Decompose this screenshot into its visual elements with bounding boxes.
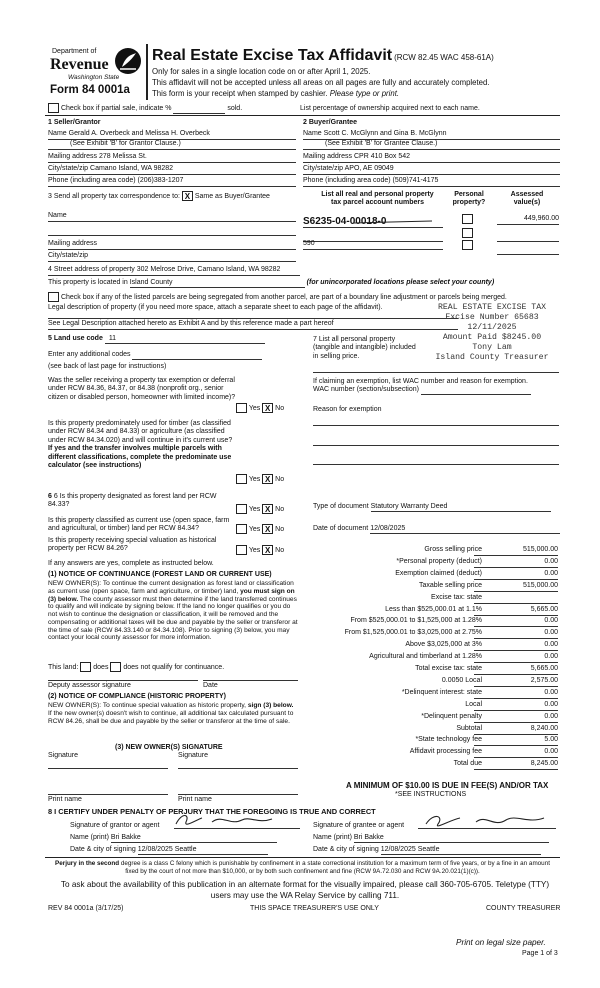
strikethrough-mark bbox=[354, 218, 434, 226]
assessed-value-2[interactable] bbox=[497, 232, 559, 242]
print-name-label-1: Print name bbox=[48, 796, 82, 803]
buyer-phone-field[interactable]: Phone (including area code) (509)741-4175 bbox=[303, 177, 560, 187]
seller-name-line2: (See Exhibit 'B' for Grantor Clause.) bbox=[48, 140, 296, 150]
notice-compliance-heading: (2) NOTICE OF COMPLIANCE (HISTORIC PROPERTY) bbox=[48, 693, 226, 700]
form-title: Real Estate Excise Tax Affidavit (RCW 82.45 WAC 458-61A) bbox=[152, 47, 494, 64]
tax-row-value[interactable]: 5,665.00 bbox=[474, 606, 558, 616]
tax-row-value[interactable]: 0.00 bbox=[474, 558, 558, 568]
logo-dept: Department of bbox=[52, 48, 97, 55]
wac-row: WAC number (section/subsection) bbox=[313, 386, 531, 395]
doc-type-field[interactable]: Statutory Warranty Deed bbox=[371, 503, 551, 512]
segregate-row: Check box if any of the listed parcels are being segregated from another parcel, are part of a boundary line adjustment or parcels being merged. bbox=[48, 292, 507, 302]
tax-row bbox=[305, 606, 560, 616]
tax-row bbox=[305, 677, 560, 687]
treasurer-stamp: REAL ESTATE EXCISE TAX Excise Number 65683 12/11/2025 Amount Paid $8245.00 Tony Lam Island County Treasurer bbox=[435, 303, 549, 362]
street-address-field[interactable]: 4 Street address of property 302 Melrose Drive, Camano Island, WA 98282 bbox=[48, 266, 300, 276]
list-percentage-note: List percentage of ownership acquired next to each name. bbox=[300, 105, 480, 112]
grantor-date-field[interactable]: 12/08/2025 Seattle bbox=[138, 846, 268, 855]
parcel-number-1[interactable]: S6235-04-00018-0 bbox=[303, 216, 443, 228]
tax-row-value[interactable]: 0.00 bbox=[474, 629, 558, 639]
exemption-question: Was the seller receiving a property tax exemption or deferral under RCW 84.36, 84.37, or 84.38 (nonprofit org., senior citizen or disabled person, homeowner with limited income)? bbox=[48, 377, 236, 401]
correspondence-name-field[interactable]: Name bbox=[48, 212, 296, 222]
reason-label: Reason for exemption bbox=[313, 406, 382, 413]
legal-description-label: Legal description of property (if you need more space, attach a separate sheet to each page of the affidavit). bbox=[48, 304, 383, 311]
tax-row-value[interactable]: 8,240.00 bbox=[474, 725, 558, 735]
see-instructions-note: *SEE INSTRUCTIONS bbox=[395, 791, 467, 798]
land-use-code-field[interactable]: 11 bbox=[105, 335, 265, 344]
grantee-signature bbox=[420, 810, 550, 832]
tax-row-label: Excise tax: state bbox=[431, 593, 482, 601]
tax-row bbox=[305, 629, 560, 639]
tax-row-label: Agricultural and timberland at 1.28% bbox=[369, 653, 482, 661]
tax-row bbox=[305, 558, 560, 568]
partial-sale-checkbox[interactable] bbox=[48, 103, 59, 113]
grantor-signature-label: Signature of grantor or agent bbox=[70, 822, 160, 829]
see-back-note: (see back of last page for instructions) bbox=[48, 363, 167, 370]
grantor-date-row: Date & city of signing 12/08/2025 Seattle bbox=[70, 846, 268, 855]
wac-field[interactable] bbox=[421, 386, 531, 395]
tax-row bbox=[305, 594, 560, 604]
grantee-name-row: Name (print) Bri Bakke bbox=[313, 834, 549, 843]
assessed-value-3[interactable] bbox=[497, 245, 559, 255]
buyer-name-field[interactable]: Name Scott C. McGlynn and Gina B. McGlynn bbox=[303, 130, 560, 140]
tax-row-value[interactable]: 0.00 bbox=[474, 570, 558, 580]
located-row: This property is located in Island County (for unincorporated locations please select your county) bbox=[48, 279, 494, 288]
current-use-question: Is this property classified as current use (open space, farm and agricultural, or timber) land per RCW 84.34? bbox=[48, 517, 230, 533]
forest-yes-checkbox[interactable] bbox=[236, 504, 247, 514]
tax-row bbox=[305, 689, 560, 699]
tax-row bbox=[305, 570, 560, 580]
send-correspondence-row: 3 Send all property tax correspondence to: X Same as Buyer/Grantee bbox=[48, 192, 270, 201]
correspondence-city-field[interactable]: City/state/zip bbox=[48, 252, 296, 262]
dor-logo-icon bbox=[114, 47, 142, 75]
forest-question: 6 6 Is this property designated as forest land per RCW 84.33? bbox=[48, 493, 217, 509]
personal-property-header: Personal property? bbox=[452, 191, 486, 207]
historic-question: Is this property receiving special valuation as historical property per RCW 84.26? bbox=[48, 537, 217, 553]
tax-row bbox=[305, 546, 560, 556]
reason-line-1[interactable] bbox=[313, 425, 559, 426]
seller-name-field[interactable]: Name Gerald A. Overbeck and Melissa H. Overbeck bbox=[48, 130, 296, 140]
perjury-note: Perjury in the second degree is a class C felony which is punishable by confinement in a state correctional institution for a maximum term of five years, or by a fine in an amount fixed by the court of not more than $10,000, or by both such confinement and fine (RCW 9A.72.030 and RCW 9A.20.021(1)(c)). bbox=[55, 860, 550, 875]
assessor-date-field[interactable]: Date bbox=[203, 680, 298, 690]
additional-codes-field[interactable] bbox=[132, 351, 262, 360]
timber-yes-checkbox[interactable] bbox=[236, 474, 247, 484]
header-line3: This form is your receipt when stamped by cashier. Please type or print. bbox=[152, 89, 400, 98]
this-land-row: This land: does does not qualify for continuance. bbox=[48, 663, 225, 671]
new-owner-signature-heading: (3) NEW OWNER(S) SIGNATURE bbox=[115, 744, 223, 751]
tax-row-value[interactable]: 0.00 bbox=[474, 689, 558, 699]
tax-row bbox=[305, 760, 560, 770]
tax-row-value[interactable]: 0.00 bbox=[474, 653, 558, 663]
forest-yes-no: Yes X No bbox=[236, 504, 284, 514]
personal-property-checkbox-2[interactable] bbox=[462, 228, 473, 238]
grantee-date-field[interactable]: 12/08/2025 Seattle bbox=[381, 846, 541, 855]
tax-row bbox=[305, 617, 560, 627]
grantee-name-field[interactable]: Bri Bakke bbox=[354, 834, 549, 843]
tax-row-label: Total due bbox=[453, 760, 482, 768]
tax-row bbox=[305, 725, 560, 735]
seller-city-field[interactable]: City/state/zip Camano Island, WA 98282 bbox=[48, 165, 296, 175]
county-treasurer-label: COUNTY TREASURER bbox=[486, 905, 561, 912]
signature-label-2: Signature bbox=[178, 752, 208, 759]
buyer-mail-field[interactable]: Mailing address CPR 410 Box 542 bbox=[303, 153, 560, 163]
grantor-name-field[interactable]: Bri Bakke bbox=[111, 834, 277, 843]
personal-property-label: 7 List all personal property (tangible and intangible) included in selling price. bbox=[313, 336, 416, 360]
tax-row-label: From $525,000.01 to $1,525,000 at 1.28% bbox=[350, 617, 482, 625]
correspondence-name-line2[interactable] bbox=[48, 226, 296, 236]
tax-row-label: From $1,525,000.01 to $3,025,000 at 2.75% bbox=[344, 629, 482, 637]
signature-label-1: Signature bbox=[48, 752, 78, 759]
treasurer-use-only: THIS SPACE TREASURER'S USE ONLY bbox=[250, 905, 379, 912]
exemption-yes-checkbox[interactable] bbox=[236, 403, 247, 413]
logo-revenue: Revenue bbox=[50, 56, 109, 73]
personal-property-checkbox-1[interactable] bbox=[462, 214, 473, 224]
certify-heading: 8 I CERTIFY UNDER PENALTY OF PERJURY THAT THE FOREGOING IS TRUE AND CORRECT bbox=[48, 807, 376, 816]
partial-sale-row: Check box if partial sale, indicate % sold. bbox=[48, 103, 242, 114]
tax-row-label: 0.0050 Local bbox=[441, 676, 482, 684]
grantee-signature-label: Signature of grantee or agent bbox=[313, 822, 405, 829]
land-not-qualify-checkbox[interactable] bbox=[110, 662, 121, 672]
new-owner-print-2[interactable] bbox=[178, 785, 298, 795]
assessed-value-header: Assessed value(s) bbox=[510, 191, 544, 207]
grantee-date-row: Date & city of signing 12/08/2025 Seattle bbox=[313, 846, 541, 855]
tax-row-value[interactable]: 5,665.00 bbox=[474, 665, 558, 675]
tax-row-value[interactable]: 0.00 bbox=[474, 701, 558, 711]
tax-row bbox=[305, 736, 560, 746]
tax-row-label: Total excise tax: state bbox=[415, 665, 482, 672]
tax-row-label: Gross selling price bbox=[424, 546, 482, 553]
print-name-label-2: Print name bbox=[178, 796, 212, 803]
parcels-header: List all real and personal property tax parcel account numbers bbox=[321, 191, 434, 207]
current-use-yes-no: Yes X No bbox=[236, 524, 284, 534]
notice-compliance-text: NEW OWNER(S): To continue special valuation as historic property, sign (3) below. If the new owner(s) doesn't wish to continue, all additional tax calculated pursuant to RCW 84.26, shall be due and payable by the seller or transferor at the time of sale. bbox=[48, 702, 294, 725]
timber-yes-no: Yes X No bbox=[236, 474, 284, 484]
new-owner-print-1[interactable] bbox=[48, 785, 168, 795]
doc-type-row: Type of document Statutory Warranty Deed bbox=[313, 503, 551, 512]
land-use-row: 5 Land use code 11 bbox=[48, 335, 265, 344]
timber-no-checkbox[interactable]: X bbox=[262, 474, 273, 484]
tax-row-label: *Delinquent interest: state bbox=[401, 688, 482, 696]
tax-row-label: *State technology fee bbox=[415, 736, 482, 744]
tax-row-value[interactable]: 0.00 bbox=[474, 617, 558, 627]
tax-row-label: *Personal property (deduct) bbox=[396, 557, 482, 565]
legal-paper-note: Print on legal size paper. bbox=[456, 938, 546, 947]
tax-row bbox=[305, 701, 560, 711]
legal-blank-line bbox=[48, 311, 458, 319]
minimum-due-note: A MINIMUM OF $10.00 IS DUE IN FEE(S) AND/OR TAX bbox=[346, 781, 549, 790]
personal-property-line[interactable] bbox=[313, 365, 559, 373]
historic-yes-no: Yes X No bbox=[236, 545, 284, 555]
tax-row-label: Taxable selling price bbox=[418, 581, 482, 589]
header-line2: This affidavit will not be accepted unless all areas on all pages are fully and accurately completed. bbox=[152, 78, 490, 87]
tax-row-value[interactable]: 0.00 bbox=[474, 748, 558, 758]
historic-no-checkbox[interactable]: X bbox=[262, 545, 273, 555]
tax-row bbox=[305, 582, 560, 592]
tax-row-value[interactable]: 0.00 bbox=[474, 713, 558, 723]
parcel-number-3[interactable]: 590 bbox=[303, 240, 443, 250]
new-owner-signature-1[interactable] bbox=[48, 759, 168, 769]
exemption-yes-no: Yes X No bbox=[236, 403, 284, 413]
personal-property-checkbox-3[interactable] bbox=[462, 240, 473, 250]
correspondence-mail-field[interactable]: Mailing address bbox=[48, 240, 296, 250]
forest-no-checkbox[interactable]: X bbox=[262, 504, 273, 514]
grantor-name-row: Name (print) Bri Bakke bbox=[70, 834, 277, 843]
same-as-buyer-checkbox[interactable]: X bbox=[182, 191, 193, 201]
doc-date-field[interactable]: 12/08/2025 bbox=[370, 525, 560, 534]
tax-row-label: *Delinquent penalty bbox=[421, 712, 482, 720]
any-yes-note: If any answers are yes, complete as instructed below. bbox=[48, 560, 214, 567]
tax-row-value[interactable]: 0.00 bbox=[474, 641, 558, 651]
tax-row-value[interactable]: 515,000.00 bbox=[474, 582, 558, 592]
form-number: Form 84 0001a bbox=[50, 84, 130, 96]
tax-row-value[interactable] bbox=[474, 594, 558, 604]
accessibility-note: To ask about the availability of this publication in an alternate format for the visually impaired, please call 360-705-6705. Teletype (TTY) users may use the WA Relay Service by calling 711. bbox=[60, 880, 550, 900]
claim-exemption-label: If claiming an exemption, list WAC number and reason for exemption. bbox=[313, 378, 528, 385]
buyer-heading: 2 Buyer/Grantee bbox=[303, 119, 358, 126]
doc-date-row: Date of document 12/08/2025 bbox=[313, 525, 560, 534]
tax-row-value[interactable]: 5.00 bbox=[474, 736, 558, 746]
tax-row-value[interactable]: 8,245.00 bbox=[474, 760, 558, 770]
notice-continuance-heading: (1) NOTICE OF CONTINUANCE (FOREST LAND OR CURRENT USE) bbox=[48, 571, 272, 578]
tax-row bbox=[305, 641, 560, 651]
buyer-city-field[interactable]: City/state/zip APO, AE 09049 bbox=[303, 165, 560, 175]
logo-state: Washington State bbox=[68, 74, 120, 81]
assessed-value-1[interactable]: 449,960.00 bbox=[497, 215, 559, 225]
county-field[interactable]: Island County bbox=[130, 279, 305, 288]
current-use-no-checkbox[interactable]: X bbox=[262, 524, 273, 534]
segregate-checkbox[interactable] bbox=[48, 292, 59, 302]
grantor-signature bbox=[172, 810, 282, 832]
legal-description-field[interactable]: See Legal Description attached hereto as Exhibit A and by this reference made a part hereof bbox=[48, 320, 458, 330]
tax-row-value[interactable]: 515,000.00 bbox=[474, 546, 558, 556]
tax-row-label: Less than $525,000.01 at 1.1% bbox=[385, 605, 482, 613]
tax-row-value[interactable]: 2,575.00 bbox=[474, 677, 558, 687]
tax-row-label: Above $3,025,000 at 3% bbox=[405, 641, 482, 649]
tax-row-label: Affidavit processing fee bbox=[409, 748, 482, 756]
revision-code: REV 84 0001a (3/17/25) bbox=[48, 905, 124, 912]
buyer-name-line2: (See Exhibit 'B' for Grantee Clause.) bbox=[303, 140, 560, 150]
notice-continuance-text: NEW OWNER(S): To continue the current designation as forest land or classification as current use (open space, farm and agriculture, or timber) land, you must sign on (3) below. The county assessor must then determine if the land transferred continues to qualify and will indicate by signing below. If the land no longer qualifies or you do not wish to continue the designation or classification, it will be removed and the compensating or additional taxes will be due and payable by the seller or transferor at the time of sale (RCW 84.33.140 or 84.34.108). Prior to signing (3) below, you may contact your local county assessor for more information. bbox=[48, 580, 298, 642]
tax-row bbox=[305, 665, 560, 675]
assessor-signature-field[interactable]: Deputy assessor signature bbox=[48, 680, 198, 690]
tax-row-label: Local bbox=[465, 700, 482, 708]
current-use-yes-checkbox[interactable] bbox=[236, 524, 247, 534]
header-line1: Only for sales in a single location code on or after April 1, 2025. bbox=[152, 67, 371, 76]
land-does-checkbox[interactable] bbox=[80, 662, 91, 672]
tax-row bbox=[305, 653, 560, 663]
tax-row bbox=[305, 713, 560, 723]
seller-heading: 1 Seller/Grantor bbox=[48, 119, 101, 126]
reason-line-3[interactable] bbox=[313, 464, 559, 465]
new-owner-signature-2[interactable] bbox=[178, 759, 298, 769]
additional-codes-row: Enter any additional codes bbox=[48, 351, 262, 360]
seller-mail-field[interactable]: Mailing address 278 Melissa St. bbox=[48, 153, 296, 163]
page-number: Page 1 of 3 bbox=[522, 950, 558, 957]
timber-question: Is this property predominately used for timber (as classified under RCW 84.34 and 84.33) or agriculture (as classified under RCW 84.34.020) and will continue in it's current use? If yes and the transfer involves multiple parcels with different classifications, complete the predominate use calculator (see instructions) bbox=[48, 420, 233, 469]
tax-row bbox=[305, 748, 560, 758]
exemption-no-checkbox[interactable]: X bbox=[262, 403, 273, 413]
historic-yes-checkbox[interactable] bbox=[236, 545, 247, 555]
seller-phone-field[interactable]: Phone (including area code) (206)383-1207 bbox=[48, 177, 296, 187]
tax-row-label: Exemption claimed (deduct) bbox=[395, 569, 482, 577]
tax-row-label: Subtotal bbox=[456, 724, 482, 732]
reason-line-2[interactable] bbox=[313, 445, 559, 446]
